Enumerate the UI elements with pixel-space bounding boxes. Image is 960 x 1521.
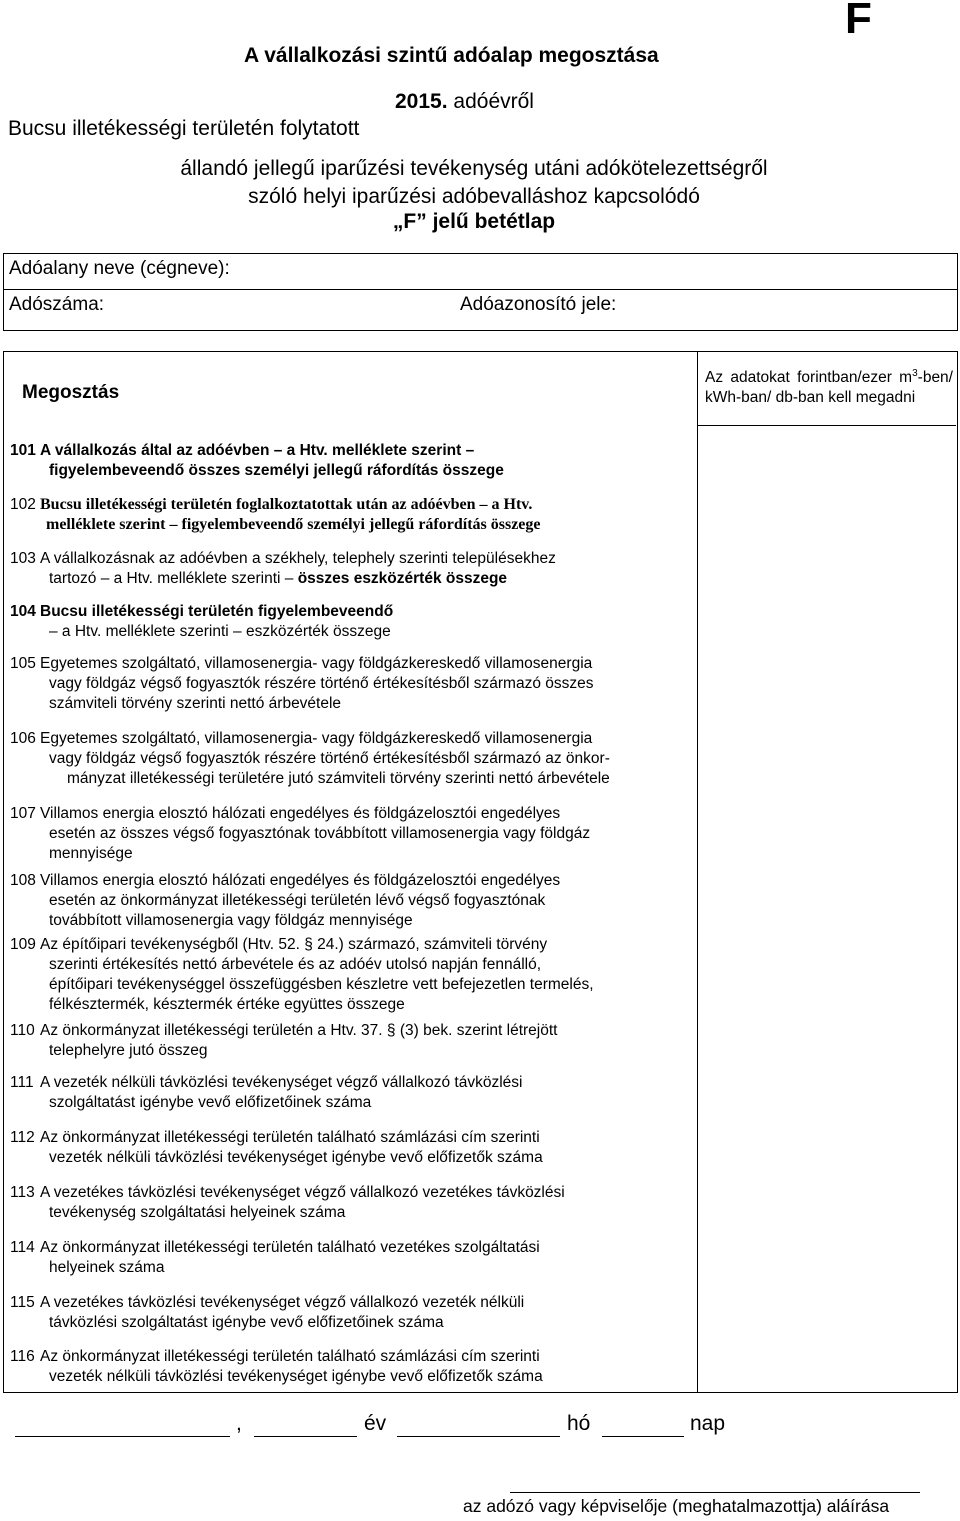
row-text: A vállalkozás által az adóévben – a Htv. melléklete szerint – xyxy=(40,442,475,459)
row-text: melléklete szerint – figyelembeveendő személyi jellegű ráfordítás összege xyxy=(46,516,541,533)
row-105 xyxy=(10,654,690,714)
row-number: 115 xyxy=(10,1294,35,1311)
form-letter: F xyxy=(845,0,872,43)
row-text: Bucsu illetékességi területén figyelembeveendő xyxy=(40,603,394,620)
row-text: szolgáltatást igénybe vevő előfizetőinek száma xyxy=(49,1094,372,1111)
row-text: Bucsu illetékességi területén foglalkoztatottak után az adóévben – a Htv. xyxy=(40,496,533,513)
row-number: 113 xyxy=(10,1184,35,1201)
row-text: helyeinek száma xyxy=(49,1259,165,1276)
row-text: szerinti értékesítés nettó árbevétele és az adóév utolsó napján fennálló, xyxy=(49,956,542,973)
row-104 xyxy=(10,602,690,642)
row-112 xyxy=(10,1128,690,1168)
row-number: 114 xyxy=(10,1239,35,1256)
row-text: építőipari tevékenységgel összefüggésben készletre vett befejezetlen termelés, xyxy=(49,976,594,993)
tax-year-suffix: adóévről xyxy=(453,90,534,113)
row-text: esetén az önkormányzat illetékességi területén lévő végső fogyasztónak xyxy=(49,892,546,909)
row-text: telephelyre jutó összeg xyxy=(49,1042,208,1059)
row-text: mányzat illetékességi területére jutó számviteli törvény szerinti nettó árbevétele xyxy=(67,770,610,787)
unit-note: Az adatokat forintban/ezer $m^3-ben/$ kWh-ban/ db-ban kell megadni xyxy=(705,368,953,407)
row-113 xyxy=(10,1183,690,1223)
row-text: Villamos energia elosztó hálózati engedélyes és földgázelosztói engedélyes xyxy=(40,805,561,822)
row-102 xyxy=(10,495,690,535)
row-number: 110 xyxy=(10,1022,35,1039)
year-label: év xyxy=(364,1412,387,1435)
row-114 xyxy=(10,1238,690,1278)
row-text: – a Htv. melléklete szerinti – eszközérték összege xyxy=(49,623,391,640)
value-column-header-separator xyxy=(697,425,956,426)
row-text: A vezetékes távközlési tevékenységet végző vállalkozó vezeték nélküli xyxy=(40,1294,525,1311)
sheet-type-title: „F” jelű betétlap xyxy=(392,210,556,233)
taxpayer-name-field[interactable]: Adóalany neve (cégneve): xyxy=(9,258,230,279)
row-text: A vezetékes távközlési tevékenységet végző vállalkozó vezetékes távközlési xyxy=(40,1184,565,1201)
row-text: Az önkormányzat illetékességi területén a Htv. 37. § (3) bek. szerint létrejött xyxy=(40,1022,558,1039)
description-line-1: állandó jellegű iparűzési tevékenység utáni adókötelezettségről xyxy=(180,157,768,180)
row-106 xyxy=(10,729,690,789)
row-text: távközlési szolgáltatást igénybe vevő előfizetőinek száma xyxy=(49,1314,444,1331)
row-number: 107 xyxy=(10,805,36,822)
row-text: vagy földgáz végső fogyasztók részére történő értékesítésből származó az önkor- xyxy=(49,750,610,767)
row-107 xyxy=(10,804,690,864)
row-text: Az önkormányzat illetékességi területén található számlázási cím szerinti xyxy=(40,1129,540,1146)
row-text: tartozó – a Htv. melléklete szerinti – összes eszközérték összege xyxy=(49,570,508,587)
signature-caption: az adózó vagy képviselője (meghatalmazottja) aláírása xyxy=(463,1496,890,1516)
row-110 xyxy=(10,1021,690,1061)
row-text: Az építőipari tevékenységből (Htv. 52. § 24.) származó, számviteli törvény xyxy=(40,936,548,953)
tax-year-line xyxy=(395,90,534,114)
row-text: Egyetemes szolgáltató, villamosenergia- vagy földgázkereskedő villamosenergia xyxy=(40,730,593,747)
row-text: mennyisége xyxy=(49,845,133,862)
day-label: nap xyxy=(690,1412,726,1435)
row-number: 102 xyxy=(10,496,36,513)
place-input-line[interactable] xyxy=(15,1436,230,1437)
signature-line[interactable] xyxy=(510,1492,920,1493)
row-number: 108 xyxy=(10,872,36,889)
row-text: esetén az összes végső fogyasztónak továbbított villamosenergia vagy földgáz xyxy=(49,825,591,842)
jurisdiction-text: Bucsu illetékességi területén folytatott xyxy=(8,117,360,140)
row-101 xyxy=(10,441,690,481)
row-103 xyxy=(10,549,690,589)
row-number: 101 xyxy=(10,442,36,459)
row-number: 116 xyxy=(10,1348,35,1365)
row-number: 105 xyxy=(10,655,36,672)
value-column-border xyxy=(697,351,698,1393)
row-number: 104 xyxy=(10,603,36,620)
row-text: továbbított villamosenergia vagy földgáz mennyisége xyxy=(49,912,413,929)
row-109 xyxy=(10,935,690,1015)
row-number: 103 xyxy=(10,550,36,567)
tax-year: 2015. xyxy=(395,90,448,113)
row-115 xyxy=(10,1293,690,1333)
row-text: vagy földgáz végső fogyasztók részére történő értékesítésből származó összes xyxy=(49,675,594,692)
year-input-line[interactable] xyxy=(254,1436,357,1437)
row-116 xyxy=(10,1347,690,1387)
tax-id-field[interactable]: Adóazonosító jele: xyxy=(460,294,617,315)
taxpayer-divider xyxy=(3,289,958,290)
row-text: Villamos energia elosztó hálózati engedélyes és földgázelosztói engedélyes xyxy=(40,872,561,889)
row-text: A vállalkozásnak az adóévben a székhely, telephely szerinti településekhez xyxy=(40,550,556,567)
comma-separator: , xyxy=(236,1412,242,1435)
row-number: 111 xyxy=(10,1074,34,1091)
row-111 xyxy=(10,1073,690,1113)
month-label: hó xyxy=(567,1412,591,1435)
page-title: A vállalkozási szintű adóalap megosztása xyxy=(244,44,659,67)
row-number: 109 xyxy=(10,936,36,953)
row-text: Egyetemes szolgáltató, villamosenergia- vagy földgázkereskedő villamosenergia xyxy=(40,655,593,672)
day-input-line[interactable] xyxy=(602,1436,684,1437)
row-text: figyelembeveendő összes személyi jellegű ráfordítás összege xyxy=(49,462,504,479)
row-text: vezeték nélküli távközlési tevékenységet igénybe vevő előfizetők száma xyxy=(49,1149,543,1166)
row-text: számviteli törvény szerinti nettó árbevétele xyxy=(49,695,342,712)
row-108 xyxy=(10,871,690,931)
section-title: Megosztás xyxy=(22,382,120,403)
row-text: A vezeték nélküli távközlési tevékenységet végző vállalkozó távközlési xyxy=(40,1074,523,1091)
tax-number-field[interactable]: Adószáma: xyxy=(9,294,105,315)
month-input-line[interactable] xyxy=(397,1436,560,1437)
row-text: félkésztermék, késztermék értéke együttes összege xyxy=(49,996,405,1013)
row-number: 106 xyxy=(10,730,36,747)
row-text: vezeték nélküli távközlési tevékenységet igénybe vevő előfizetők száma xyxy=(49,1368,543,1385)
row-text: Az önkormányzat illetékességi területén található vezetékes szolgáltatási xyxy=(40,1239,540,1256)
description-line-2: szóló helyi iparűzési adóbevalláshoz kapcsolódó xyxy=(248,185,700,208)
row-text: tevékenység szolgáltatási helyeinek száma xyxy=(49,1204,346,1221)
row-text: Az önkormányzat illetékességi területén található számlázási cím szerinti xyxy=(40,1348,540,1365)
row-number: 112 xyxy=(10,1129,35,1146)
